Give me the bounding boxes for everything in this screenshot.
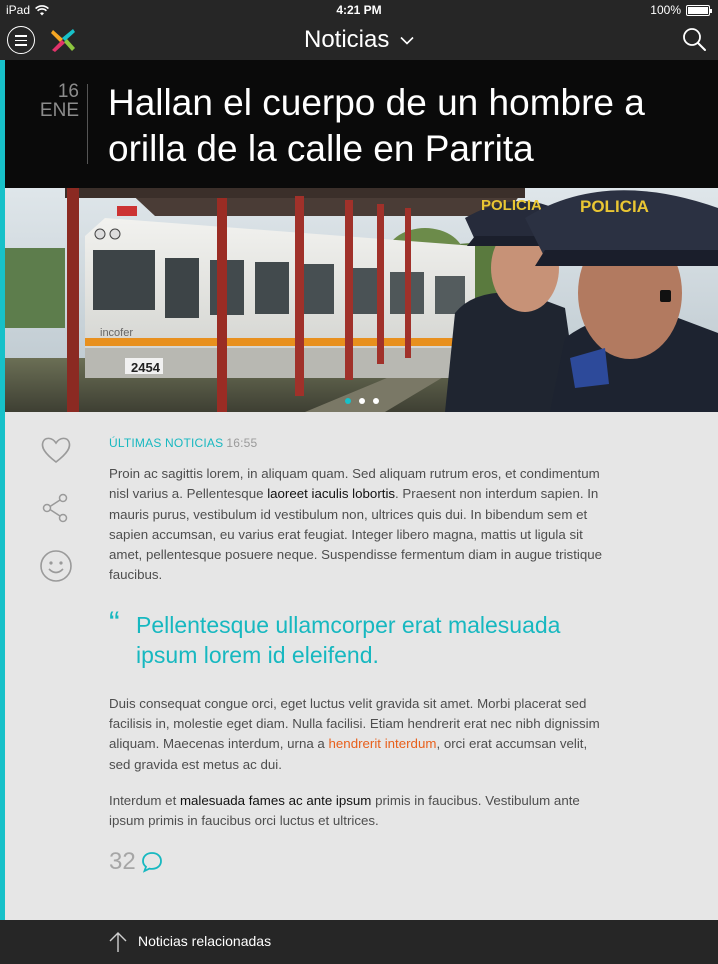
chevron-down-icon	[400, 36, 414, 45]
battery-percent: 100%	[650, 3, 681, 17]
cap-badge-1: POLICIA	[481, 197, 542, 214]
article-actions	[38, 432, 78, 606]
paragraph-1-bold: laoreet iaculis lobortis	[267, 486, 396, 502]
article-header	[5, 60, 718, 188]
paragraph-3-bold: malesuada fames ac ante ipsum	[179, 792, 372, 808]
comment-bubble-icon	[140, 850, 164, 874]
carousel-dots	[5, 398, 718, 404]
heart-icon[interactable]	[38, 432, 74, 468]
battery-icon	[686, 5, 710, 16]
nav-bar	[0, 20, 718, 60]
paragraph-2	[109, 694, 604, 775]
quote-mark: “	[109, 604, 120, 641]
related-news-label: Noticias relacionadas	[138, 933, 272, 949]
train-brand: incofer	[100, 327, 134, 339]
share-icon[interactable]	[38, 490, 74, 526]
comment-count: 32	[109, 848, 136, 875]
carousel-dot[interactable]	[345, 398, 351, 404]
search-icon[interactable]	[680, 26, 708, 54]
carousel-dot[interactable]	[373, 398, 379, 404]
battery-fill	[688, 7, 708, 14]
paragraph-2-text: Duis consequat congue orci, eget luctus velit gravida sit amet. Morbi placerat sed facilisis in, molestie eget diam. Nulla facilisi. Etiam hendrerit erat nec nibh dignissim aliquam. Maecenas interdum, urna a	[109, 695, 600, 752]
article-time: 16:55	[226, 436, 258, 450]
related-news-bar[interactable]	[0, 920, 718, 964]
paragraph-3-text: Interdum et	[109, 792, 180, 808]
hero-carousel[interactable]	[5, 188, 718, 412]
status-right	[650, 3, 710, 17]
inline-link[interactable]: hendrerit interdum	[328, 736, 437, 752]
smiley-icon[interactable]	[38, 548, 74, 584]
cap-badge-2: POLICIA	[580, 197, 649, 216]
status-bar	[0, 0, 718, 20]
hero-image	[5, 188, 718, 412]
section-title: Noticias	[303, 26, 390, 53]
train-number: 2454	[131, 360, 160, 375]
status-time: 4:21 PM	[336, 3, 382, 17]
article-body	[109, 436, 604, 832]
article-title: Hallan el cuerpo de un hombre a orilla de la calle en Parrita	[108, 82, 645, 169]
article-category[interactable]: ÚLTIMAS NOTICIAS	[109, 436, 224, 450]
article-meta	[109, 436, 604, 450]
date-divider	[87, 84, 88, 164]
paragraph-1	[109, 464, 604, 586]
paragraph-1-text-end: . Praesent non interdum sapien. In mauris purus, vestibulum id vestibulum non, ultrices quis dui. In bibendum sem et sapien accumsan, eu varius erat feugiat. Integer libero magna, mattis ut ligula sit amet, pellentesque posuere neque. Suspendisse fermentum diam in augue tristique faucibus.	[109, 486, 603, 583]
arrow-up-icon	[108, 931, 128, 953]
section-title-dropdown[interactable]	[0, 26, 718, 54]
paragraph-1-text: Proin ac sagittis lorem, in aliquam quam. Sed aliquam rutrum eros, et condimentum nisl varius a. Pellentesque	[109, 466, 600, 502]
paragraph-3	[109, 791, 604, 832]
pull-quote	[109, 604, 604, 670]
comments-button[interactable]	[109, 848, 164, 876]
device-name: iPad	[6, 3, 31, 17]
paragraph-3-text-end: primis in faucibus. Vestibulum ante ipsum primis in faucibus orci luctus et ultrices.	[109, 792, 580, 829]
paragraph-2-text-end: , orci erat accumsan velit, sed gravida est metus ac dui.	[109, 736, 588, 772]
quote-text: Pellentesque ullamcorper erat malesuada ipsum lorem id eleifend.	[136, 611, 561, 668]
article-date	[29, 82, 79, 120]
carousel-dot[interactable]	[359, 398, 365, 404]
date-month: ENE	[39, 100, 79, 121]
date-day: 16	[57, 81, 79, 102]
